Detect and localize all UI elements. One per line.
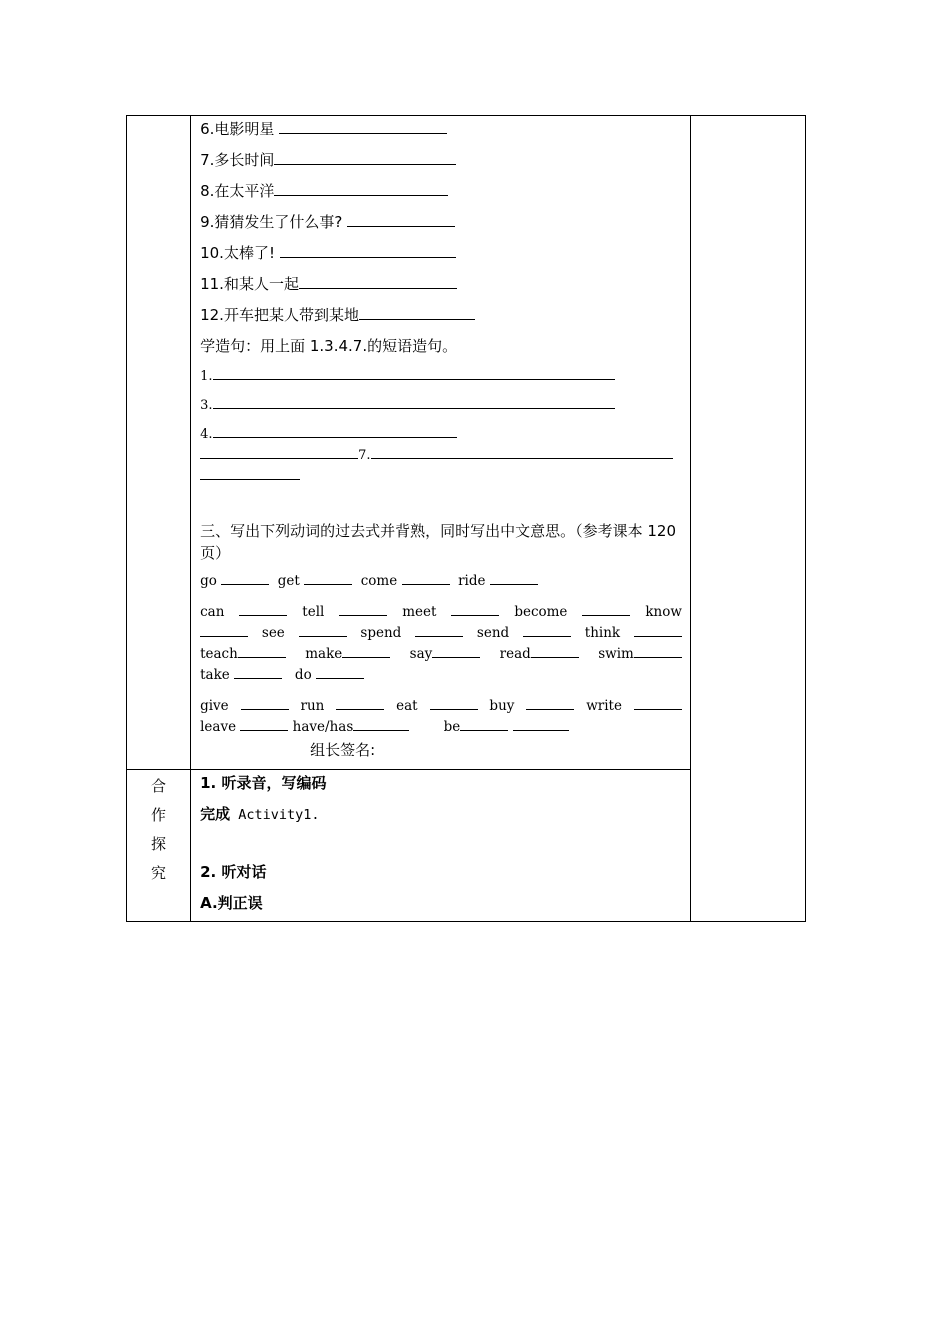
group-leader-signature: 组长签名: <box>310 741 376 759</box>
verb-blank[interactable] <box>402 570 450 585</box>
verb-blank[interactable] <box>304 570 352 585</box>
sentence-item-wrap: 7. <box>200 444 682 465</box>
verb-blank[interactable] <box>339 601 387 616</box>
sentence-blank[interactable] <box>213 365 615 380</box>
verb-blank[interactable] <box>523 622 571 637</box>
verb-blank[interactable] <box>336 695 384 710</box>
table-row-pre-study <box>127 116 806 770</box>
verb-blank[interactable] <box>316 664 364 679</box>
verb-blank[interactable] <box>415 622 463 637</box>
section3-title: 三、写出下列动词的过去式并背熟，同时写出中文意思。（参考课本 120 页） <box>200 522 676 562</box>
coop-item-2: 2. 听对话 <box>200 863 267 881</box>
sentence-blank[interactable] <box>213 423 457 438</box>
verb-blank[interactable] <box>531 643 579 658</box>
verb-blank[interactable] <box>221 570 269 585</box>
sentence-item: 4. <box>200 422 682 444</box>
answer-blank[interactable] <box>279 119 447 134</box>
sentence-blank[interactable] <box>200 465 300 480</box>
verb-row: can tell meet become know <box>200 601 682 622</box>
phrase-item: 8.在太平洋 <box>200 178 682 209</box>
verb-blank[interactable] <box>200 622 248 637</box>
verb-row: teach make say read swim <box>200 643 682 664</box>
verb-blank[interactable] <box>342 643 390 658</box>
coop-item-1: 1. 听录音，写编码 <box>200 774 327 792</box>
side-label: 合 作 探 究 <box>151 777 167 882</box>
answer-blank[interactable] <box>299 274 457 289</box>
verb-row: go get come ride <box>200 570 682 591</box>
verb-blank[interactable] <box>238 643 286 658</box>
side-cell-empty <box>127 116 191 770</box>
notes-cell <box>690 116 805 922</box>
answer-blank[interactable] <box>280 243 456 258</box>
sentence-task-title: 学造句：用上面 1.3.4.7.的短语造句。 <box>200 337 458 355</box>
phrase-item: 11.和某人一起 <box>200 271 682 302</box>
verb-blank[interactable] <box>634 643 682 658</box>
verb-row: see spend send think <box>200 622 682 643</box>
verb-blank[interactable] <box>526 695 574 710</box>
verb-row: leave have/has be <box>200 716 682 737</box>
verb-blank[interactable] <box>451 601 499 616</box>
verb-blank[interactable] <box>582 601 630 616</box>
sentence-item: 3. <box>200 393 682 422</box>
verb-blank[interactable] <box>432 643 480 658</box>
verb-blank[interactable] <box>234 664 282 679</box>
verb-blank[interactable] <box>299 622 347 637</box>
content-cell-pre-study <box>191 116 691 770</box>
sentence-blank[interactable] <box>200 444 358 459</box>
content-cell-cooperation <box>191 770 691 922</box>
coop-item-1-sub: 完成 Activity1. <box>200 805 320 823</box>
verb-blank[interactable] <box>353 716 409 731</box>
phrase-item: 6.电影明星 <box>200 116 682 147</box>
side-label-cell <box>127 770 191 922</box>
answer-blank[interactable] <box>359 305 475 320</box>
verb-blank[interactable] <box>513 716 569 731</box>
verb-blank[interactable] <box>430 695 478 710</box>
verb-blank[interactable] <box>241 695 289 710</box>
phrase-item: 10.太棒了! <box>200 240 682 271</box>
phrase-item: 9.猜猜发生了什么事? <box>200 209 682 240</box>
verb-blank[interactable] <box>240 716 288 731</box>
phrase-item: 7.多长时间 <box>200 147 682 178</box>
verb-blank[interactable] <box>634 695 682 710</box>
phrase-item: 12.开车把某人带到某地 <box>200 302 682 333</box>
sentence-item: 1. <box>200 364 682 393</box>
verb-blank[interactable] <box>634 622 682 637</box>
verb-blank[interactable] <box>490 570 538 585</box>
sentence-blank[interactable] <box>371 444 673 459</box>
verb-row: take do <box>200 664 682 685</box>
verb-blank[interactable] <box>460 716 508 731</box>
sentence-blank[interactable] <box>213 394 615 409</box>
verb-blank[interactable] <box>239 601 287 616</box>
worksheet-table <box>126 115 806 922</box>
verb-row: give run eat buy write <box>200 695 682 716</box>
coop-item-2-sub: A.判正误 <box>200 894 263 912</box>
answer-blank[interactable] <box>274 181 448 196</box>
answer-blank[interactable] <box>347 212 455 227</box>
answer-blank[interactable] <box>274 150 456 165</box>
sentence-item-wrap <box>200 465 682 486</box>
